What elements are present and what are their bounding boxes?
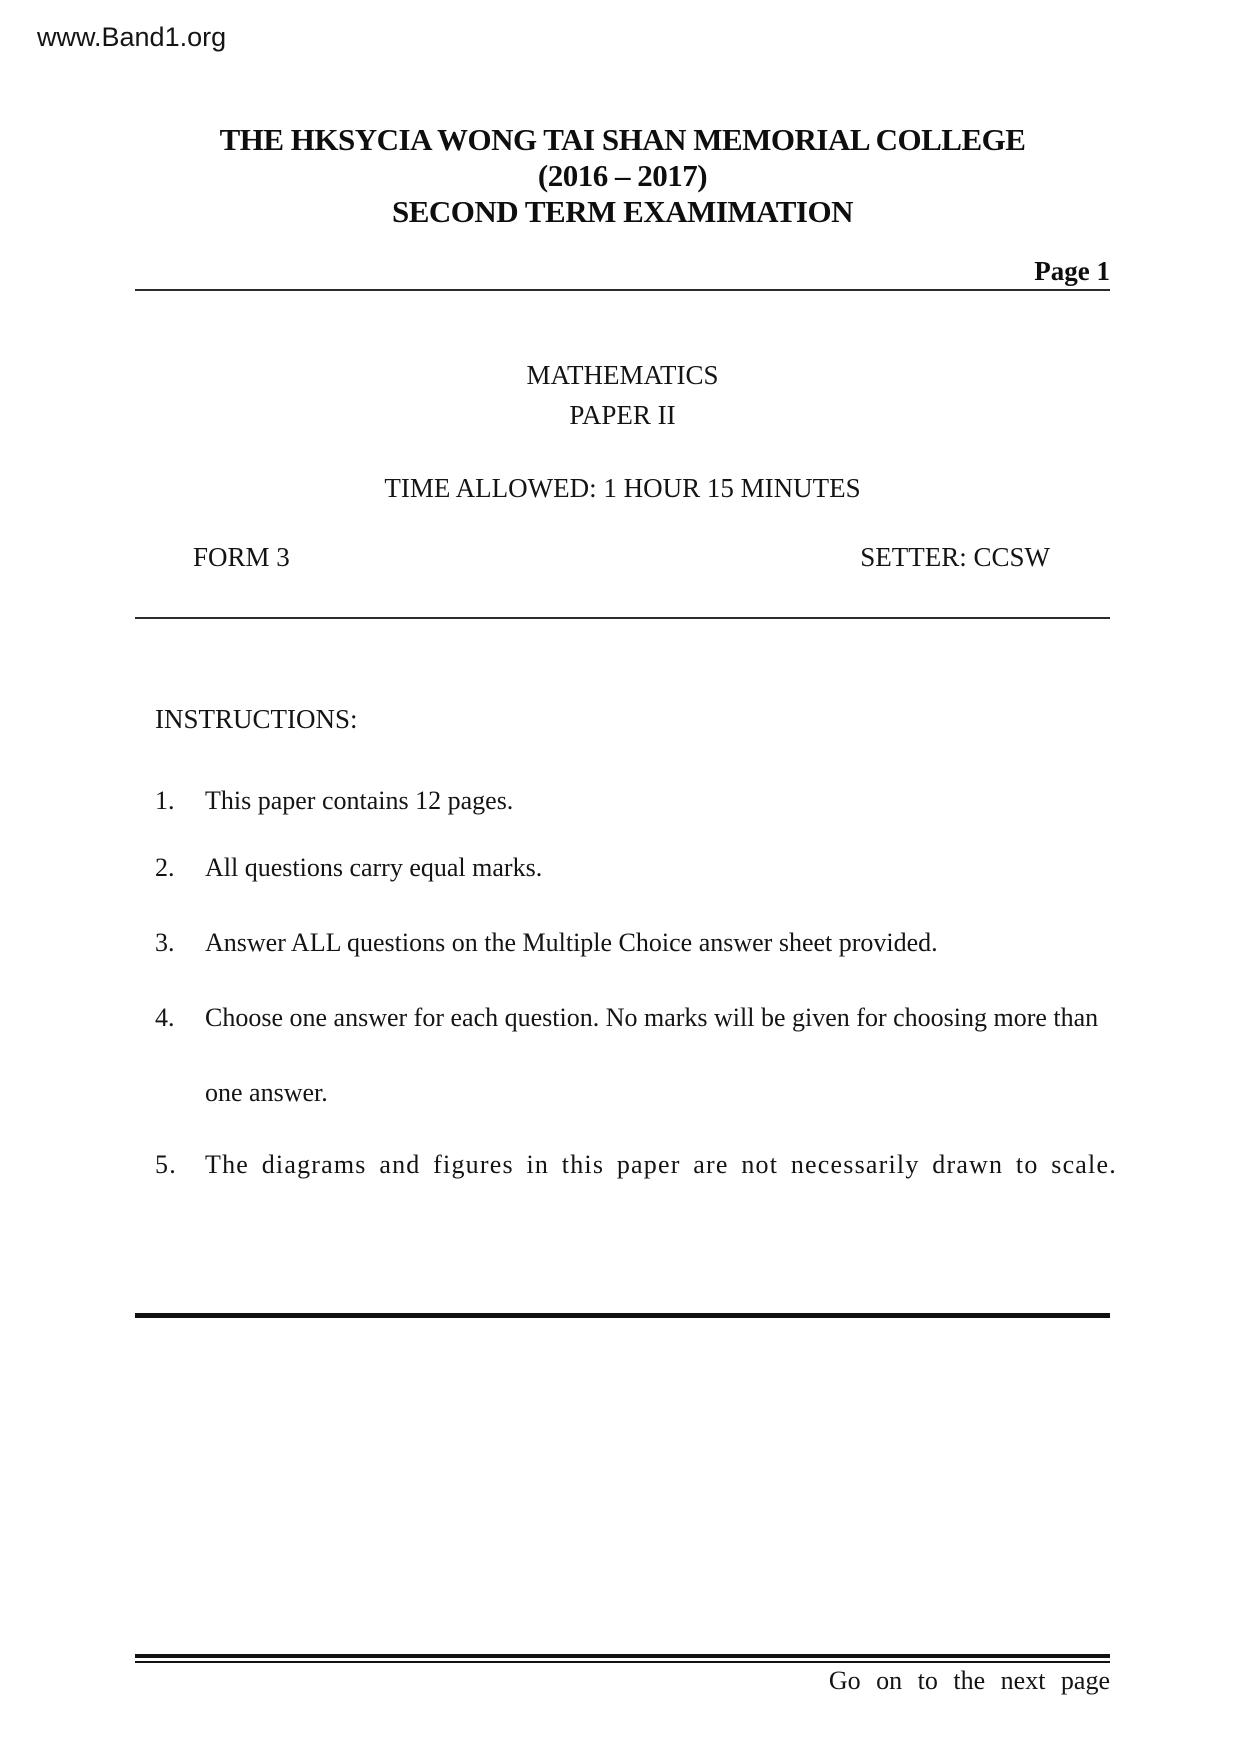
instruction-number: 5. xyxy=(155,1150,177,1179)
setter-label: SETTER: CCSW xyxy=(860,542,1050,572)
instruction-number: 3. xyxy=(155,928,175,957)
instruction-number: 2. xyxy=(155,853,175,882)
instruction-text: Answer ALL questions on the Multiple Choice answer sheet provided. xyxy=(205,928,938,957)
instructions-heading: INSTRUCTIONS: xyxy=(155,704,358,734)
exam-title-block xyxy=(135,122,1110,230)
instruction-item xyxy=(155,1003,1099,1033)
instruction-number: 4. xyxy=(155,1003,175,1032)
site-watermark: www.Band1.org xyxy=(37,22,227,52)
instruction-text-continuation: one answer. xyxy=(205,1078,328,1107)
paper-title: PAPER II xyxy=(569,400,676,430)
header-divider-line xyxy=(135,289,1110,291)
instruction-number: 1. xyxy=(155,786,175,815)
instruction-text: All questions carry equal marks. xyxy=(205,853,543,882)
meta-divider-line xyxy=(135,617,1110,619)
subject-title: MATHEMATICS xyxy=(526,360,719,390)
instruction-text: Choose one answer for each question. No marks will be given for choosing more than xyxy=(205,1003,1099,1032)
school-years: (2016 – 2017) xyxy=(537,158,708,193)
footer-double-line xyxy=(135,1654,1110,1663)
go-on-next-page-note: Go on to the next page xyxy=(828,1666,1110,1695)
section-end-thick-line xyxy=(135,1313,1110,1318)
instruction-item xyxy=(155,853,1095,883)
instruction-text: The diagrams and figures in this paper are not necessarily drawn to scale. xyxy=(205,1150,1117,1179)
school-name: THE HKSYCIA WONG TAI SHAN MEMORIAL COLLEGE xyxy=(219,122,1026,157)
form-label: FORM 3 xyxy=(193,542,290,572)
time-allowed-label: TIME ALLOWED: 1 HOUR 15 MINUTES xyxy=(384,473,861,503)
page-number-label: Page 1 xyxy=(1034,256,1110,286)
instruction-item xyxy=(155,1150,1117,1180)
instruction-item xyxy=(155,928,1095,958)
instruction-text: This paper contains 12 pages. xyxy=(205,786,514,815)
instruction-item xyxy=(155,786,1095,816)
exam-term-title: SECOND TERM EXAMIMATION xyxy=(392,194,853,229)
